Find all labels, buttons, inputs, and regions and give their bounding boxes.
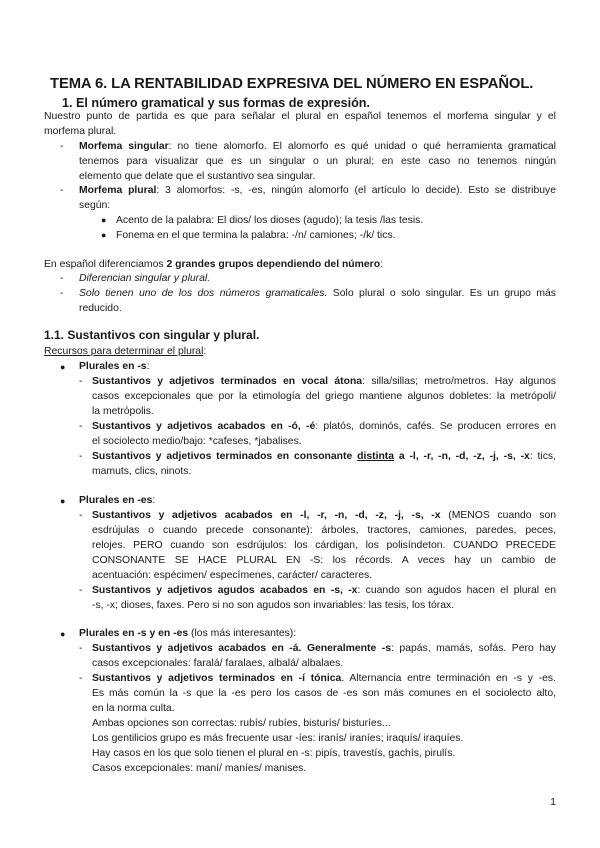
plurales-s-es-label: Plurales en -s y en -es (los más interesantes): <box>79 628 297 639</box>
intro-line: Nuestro punto de partida es que para señalar el plural en español tenemos el morfema singular y el <box>44 111 556 122</box>
rule-line: Los gentilicios grupo es más frecuente usar -íes: iranís/ iraníes; iraquís/ iraquíes. <box>92 733 464 744</box>
group-2-line: reducido. <box>79 303 122 314</box>
dash-bullet: - <box>60 273 64 284</box>
dash-bullet: - <box>79 510 83 521</box>
rule-line: casos excepcionales: faralá/ faralaes, albalá/ albalaes. <box>92 658 344 669</box>
dash-bullet: - <box>60 185 64 196</box>
plural-line: según: <box>79 200 111 211</box>
rule-line: esdrújulas o cuando precede consonante): árboles, tractores, camiones, paredes, peces, <box>92 525 556 536</box>
round-bullet: ● <box>60 629 66 639</box>
criterion-phoneme: Fonema en el que termina la palabra: -/n/ camiones; -/k/ tics. <box>116 230 396 241</box>
singular-line: elemento que delate que el sustantivo sea singular. <box>79 171 316 182</box>
intro-paragraph <box>44 109 556 124</box>
section-1-1-heading: 1.1. Sustantivos con singular y plural. <box>44 328 260 342</box>
round-bullet: ● <box>101 230 107 240</box>
rule-line: casos excepcionales que por la etimología del griego mantiene algunos dobletes: la metrópoli/ <box>92 391 556 402</box>
rule-i-tonica: Sustantivos y adjetivos terminados en -í tónica. Alternancia entre terminación en -s y -es. <box>92 673 556 684</box>
rule-l-r-n: Sustantivos y adjetivos acabados en -l, -r, -n, -d, -z, -j, -s, -x (MENOS cuando son <box>92 510 556 521</box>
round-bullet: ● <box>101 215 107 225</box>
dash-bullet: - <box>79 585 83 596</box>
rule-o-e: Sustantivos y adjetivos acabados en -ó, -é: platós, dominós, cafés. Se producen errores en <box>92 421 556 432</box>
rule-line: relojes. PERO cuando son esdrújulos: los cárdigan, los polisíndeton. CUANDO PRECEDE <box>92 540 556 551</box>
rule-consonante: Sustantivos y adjetivos terminados en consonante distinta a -l, -r, -n, -d, -z, -j, -s, -x: tics, <box>92 451 556 462</box>
round-bullet: ● <box>60 496 66 506</box>
rule-line: acentuación: espécimen/ especímenes, carácter/ caracteres. <box>92 570 373 581</box>
singular-term: Morfema singular <box>79 141 169 152</box>
dash-bullet: - <box>79 421 83 432</box>
dash-bullet: - <box>79 673 83 684</box>
plural-term: Morfema plural <box>79 185 157 196</box>
dash-bullet: - <box>79 451 83 462</box>
rule-line: el sociolecto medio/bajo: *cafeses, *jabalises. <box>92 436 302 447</box>
rule-line: en la norma culta. <box>92 703 175 714</box>
singular-line: tenemos para visualizar que es un singular o un plural; en este caso no tenemos ningún <box>79 156 556 167</box>
group-2: Solo tienen uno de los dos números gramaticales. Solo plural o solo singular. Es un grupo más <box>79 288 556 299</box>
dash-bullet: - <box>79 376 83 387</box>
page-title: TEMA 6. LA RENTABILIDAD EXPRESIVA DEL NÚMERO EN ESPAÑOL. <box>50 76 534 92</box>
plural-line: Morfema plural: 3 alomorfos: -s, -es, ningún alomorfo (el artículo lo decide). Esto se distribuye <box>79 185 556 196</box>
rule-line: mamuts, clics, ninots. <box>92 466 192 477</box>
rule-line: Ambas opciones son correctas: rubís/ rubíes, bisturís/ bisturíes... <box>92 718 391 729</box>
rule-line: Hay casos en los que solo tienen el plural en -s: pipís, travestís, gachís, pirulís. <box>92 748 456 759</box>
singular-line: Morfema singular: no tiene alomorfo. El alomorfo es qué unidad o qué herramienta gramatical <box>79 141 556 152</box>
round-bullet: ● <box>60 362 66 372</box>
rule-line: -s, -x; dioses, faxes. Pero si no son agudos son invariables: las tesis, los tórax. <box>92 600 455 611</box>
resources-label: Recursos para determinar el plural: <box>44 346 207 357</box>
plurales-es-label: Plurales en -es: <box>79 495 156 506</box>
dash-bullet: - <box>60 141 64 152</box>
rule-agudos-s-x: Sustantivos y adjetivos agudos acabados en -s, -x: cuando son agudos hacen el plural en <box>92 585 556 596</box>
rule-line: Es más común la -s que la -es pero los casos de -es son más comunes en el sociolecto alto, <box>92 688 556 699</box>
rule-line: Casos excepcionales: maní/ maníes/ manises. <box>92 763 307 774</box>
intro-line: morfema plural. <box>44 126 117 137</box>
rule-line: CONSONANTE SE HACE PLURAL EN -S: los récords. A veces hay un cambio de <box>92 555 556 566</box>
plurales-s-label: Plurales en -s: <box>79 361 150 372</box>
groups-intro: En español diferenciamos 2 grandes grupos dependiendo del número: <box>44 259 383 270</box>
rule-line: la metrópolis. <box>92 406 154 417</box>
criterion-accent: Acento de la palabra: El dios/ los dioses (agudo); la tesis /las tesis. <box>116 215 424 226</box>
rule-vocal-atona: Sustantivos y adjetivos terminados en vocal átona: silla/sillas; metro/metros. Hay algunos <box>92 376 556 387</box>
group-1: Diferencian singular y plural. <box>79 273 211 284</box>
dash-bullet: - <box>60 288 64 299</box>
rule-a-tonica: Sustantivos y adjetivos acabados en -á. Generalmente -s: papás, mamás, sofás. Pero hay <box>92 643 556 654</box>
dash-bullet: - <box>79 643 83 654</box>
page-number: 1 <box>550 797 556 808</box>
section-1-heading: 1. El número gramatical y sus formas de expresión. <box>62 96 370 110</box>
